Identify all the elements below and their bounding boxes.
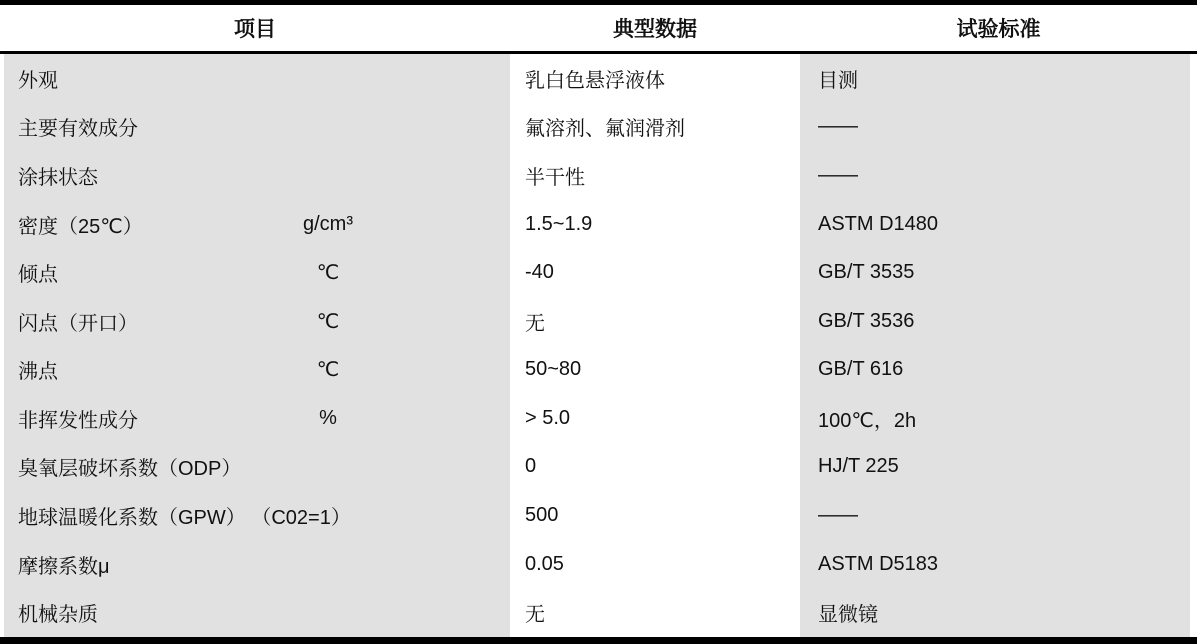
item-cell: [4, 491, 510, 540]
item-cell: [4, 588, 510, 637]
item-unit: ℃: [316, 310, 340, 333]
standard-cell: ——: [800, 491, 1190, 540]
value-cell: 乳白色悬浮液体: [510, 54, 800, 103]
standard-cell: GB/T 3536: [800, 297, 1190, 346]
table-row: [4, 394, 1200, 443]
value-cell: -40: [510, 248, 800, 297]
table-header-row: [0, 5, 1200, 51]
header-item: 项目: [234, 18, 276, 41]
value-cell: 0: [510, 443, 800, 492]
value-cell: 氟溶剂、氟润滑剂: [510, 103, 800, 152]
item-cell: [4, 103, 510, 152]
value-cell: 50~80: [510, 345, 800, 394]
item-label: 闪点（开口）: [18, 312, 138, 335]
item-cell: [4, 540, 510, 589]
item-label: 涂抹状态: [18, 166, 98, 189]
item-unit: ℃: [316, 359, 340, 382]
table-row: [4, 540, 1200, 589]
standard-cell: ASTM D1480: [800, 200, 1190, 249]
item-unit: g/cm³: [303, 212, 353, 235]
table-row: [4, 588, 1200, 637]
item-label: 摩擦系数μ: [18, 555, 110, 578]
item-label: 主要有效成分: [18, 118, 138, 141]
item-label: 机械杂质: [18, 604, 98, 627]
table-row: [4, 103, 1200, 152]
standard-cell: ——: [800, 151, 1190, 200]
item-cell: [4, 394, 510, 443]
standard-cell: 100℃，2h: [800, 394, 1190, 443]
standard-cell: GB/T 616: [800, 345, 1190, 394]
header-typical-data: 典型数据: [613, 18, 697, 41]
standard-cell: ASTM D5183: [800, 540, 1190, 589]
item-unit: ℃: [316, 262, 340, 285]
standard-cell: 显微镜: [800, 588, 1190, 637]
item-cell: [4, 200, 510, 249]
standard-cell: 目测: [800, 54, 1190, 103]
table-body: [0, 54, 1200, 637]
standard-cell: ——: [800, 103, 1190, 152]
item-cell: [4, 345, 510, 394]
value-cell: 1.5~1.9: [510, 200, 800, 249]
table-row: [4, 151, 1200, 200]
value-cell: 无: [510, 297, 800, 346]
standard-cell: GB/T 3535: [800, 248, 1190, 297]
item-label: 地球温暖化系数（GPW） （C02=1）: [18, 506, 351, 529]
item-label: 外观: [18, 69, 58, 92]
table-row: [4, 54, 1200, 103]
table-row: [4, 345, 1200, 394]
item-cell: [4, 151, 510, 200]
table-bottom-border: [0, 637, 1197, 644]
item-cell: [4, 297, 510, 346]
standard-cell: HJ/T 225: [800, 443, 1190, 492]
value-cell: 半干性: [510, 151, 800, 200]
item-cell: [4, 248, 510, 297]
value-cell: 0.05: [510, 540, 800, 589]
table-row: [4, 297, 1200, 346]
item-label: 臭氧层破坏系数（ODP）: [18, 458, 242, 481]
table-row: [4, 443, 1200, 492]
item-label: 密度（25℃）: [18, 215, 143, 238]
item-label: 非挥发性成分: [18, 409, 138, 432]
table-row: [4, 491, 1200, 540]
table-row: [4, 248, 1200, 297]
item-cell: [4, 443, 510, 492]
item-unit: %: [319, 406, 337, 429]
table-row: [4, 200, 1200, 249]
header-test-standard: 试验标准: [956, 18, 1041, 41]
item-label: 倾点: [18, 264, 58, 287]
value-cell: > 5.0: [510, 394, 800, 443]
item-label: 沸点: [18, 361, 58, 384]
value-cell: 无: [510, 588, 800, 637]
value-cell: 500: [510, 491, 800, 540]
item-cell: [4, 54, 510, 103]
